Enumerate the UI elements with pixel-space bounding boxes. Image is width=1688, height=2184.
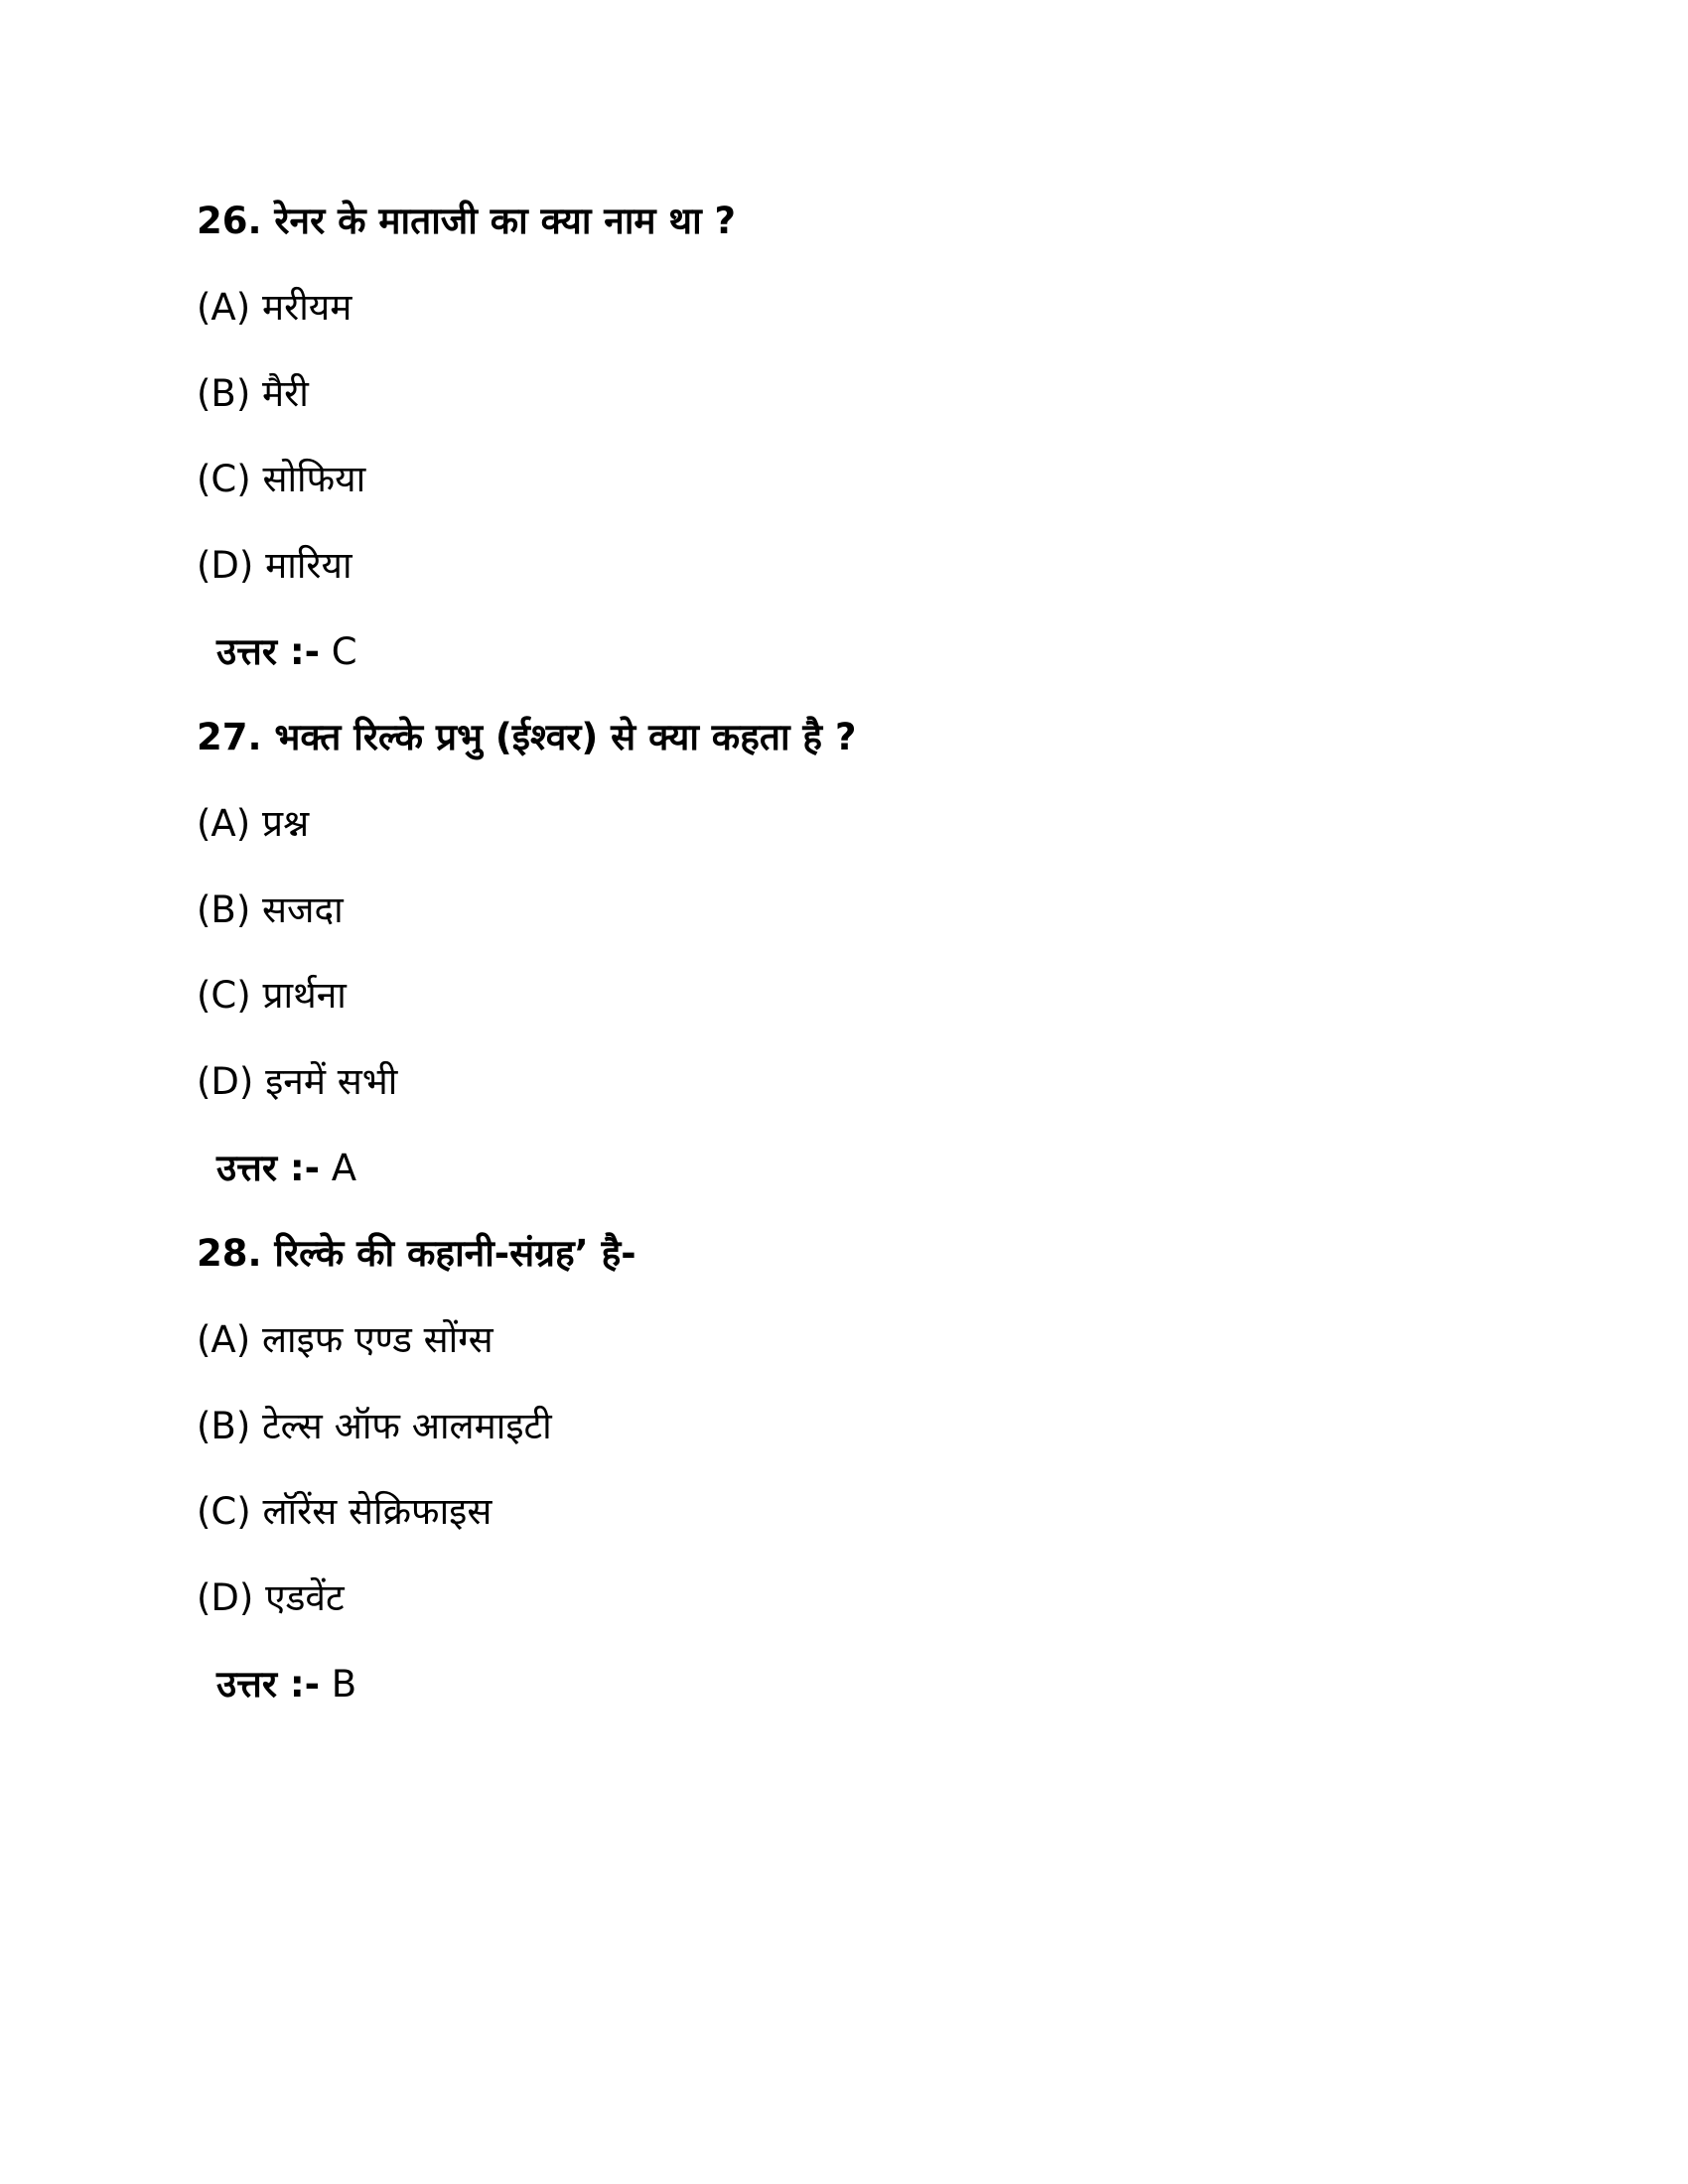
answer-label: उत्तर :- <box>216 630 321 673</box>
option-b: (B) मैरी <box>197 372 309 415</box>
question-27: 27. भक्त रिल्के प्रभु (ईश्वर) से क्या कहता है ? <box>197 716 857 758</box>
answer-26 <box>216 627 357 677</box>
question-26: 26. रेनर के माताजी का क्या नाम था ? <box>197 200 737 242</box>
answer-27 <box>216 1144 356 1193</box>
option-d: (D) मारिया <box>197 544 352 587</box>
option-c: (C) सोफिया <box>197 458 366 500</box>
answer-value: B <box>331 1663 357 1706</box>
option-c: (C) प्रार्थना <box>197 974 347 1017</box>
option-d: (D) एडवेंट <box>197 1576 345 1619</box>
option-b: (B) सजदा <box>197 888 344 931</box>
option-c: (C) लॉरेंस सेक्रिफाइस <box>197 1490 492 1533</box>
option-a: (A) प्रश्न <box>197 802 310 845</box>
answer-label: उत्तर :- <box>216 1663 321 1706</box>
option-a: (A) मरीयम <box>197 286 352 329</box>
answer-28 <box>216 1660 356 1709</box>
option-b: (B) टेल्स ऑफ आलमाइटी <box>197 1405 552 1447</box>
option-a: (A) लाइफ एण्ड सोंग्स <box>197 1318 493 1361</box>
option-d: (D) इनमें सभी <box>197 1060 398 1103</box>
question-28: 28. रिल्के की कहानी-संग्रह’ है- <box>197 1232 636 1275</box>
answer-value: A <box>331 1147 357 1189</box>
answer-value: C <box>331 630 357 673</box>
answer-label: उत्तर :- <box>216 1147 321 1189</box>
